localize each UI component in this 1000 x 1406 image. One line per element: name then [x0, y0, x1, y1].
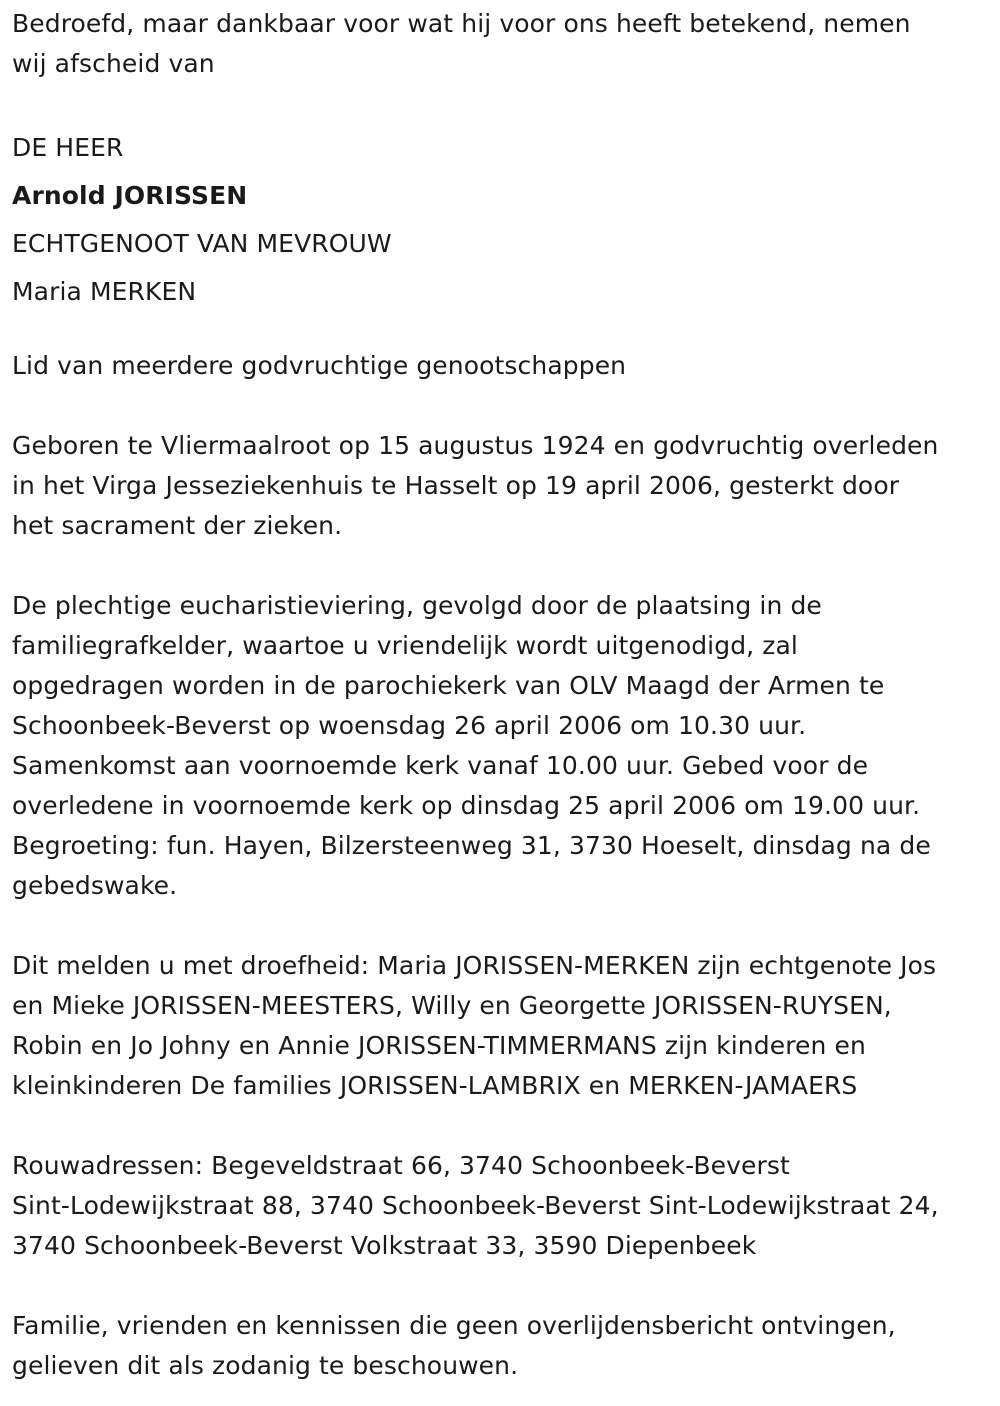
spouse-name: Maria MERKEN — [12, 277, 197, 306]
birth-death-paragraph — [12, 426, 992, 546]
deceased-name: Arnold JORISSEN — [12, 181, 248, 210]
intro-line: wij afscheid van — [12, 49, 215, 78]
paragraph-line: Dit melden u met droefheid: Maria JORISSEN-MERKEN zijn echtgenote Jos — [12, 951, 937, 980]
paragraph-line: De plechtige eucharistieviering, gevolgd door de plaatsing in de — [12, 591, 822, 620]
paragraph-line: en Mieke JORISSEN-MEESTERS, Willy en Georgette JORISSEN-RUYSEN, — [12, 991, 892, 1020]
deceased-title: DE HEER — [12, 133, 124, 162]
paragraph-line: Geboren te Vliermaalroot op 15 augustus 1924 en godvruchtig overleden — [12, 431, 939, 460]
intro-paragraph — [12, 4, 992, 84]
deceased-relation: ECHTGENOOT VAN MEVROUW — [12, 229, 392, 258]
ceremony-paragraph — [12, 586, 992, 906]
paragraph-line: Begroeting: fun. Hayen, Bilzersteenweg 31, 3730 Hoeselt, dinsdag na de — [12, 831, 931, 860]
paragraph-line: Rouwadressen: Begeveldstraat 66, 3740 Schoonbeek-Beverst — [12, 1151, 790, 1180]
deceased-heading — [12, 124, 992, 316]
closing-paragraph — [12, 1306, 992, 1386]
intro-line: Bedroefd, maar dankbaar voor wat hij voor ons heeft betekend, nemen — [12, 9, 911, 38]
membership-text: Lid van meerdere godvruchtige genootschappen — [12, 351, 627, 380]
paragraph-line: het sacrament der zieken. — [12, 511, 343, 540]
paragraph-line: familiegrafkelder, waartoe u vriendelijk wordt uitgenodigd, zal — [12, 631, 798, 660]
paragraph-line: overledene in voornoemde kerk op dinsdag 25 april 2006 om 19.00 uur. — [12, 791, 921, 820]
paragraph-line: in het Virga Jesseziekenhuis te Hasselt op 19 april 2006, gesterkt door — [12, 471, 900, 500]
paragraph-line: Robin en Jo Johny en Annie JORISSEN-TIMMERMANS zijn kinderen en — [12, 1031, 866, 1060]
paragraph-line: kleinkinderen De families JORISSEN-LAMBRIX en MERKEN-JAMAERS — [12, 1071, 858, 1100]
paragraph-line: gebedswake. — [12, 871, 178, 900]
paragraph-line: Samenkomst aan voornoemde kerk vanaf 10.00 uur. Gebed voor de — [12, 751, 869, 780]
membership-paragraph — [12, 346, 992, 386]
paragraph-line: opgedragen worden in de parochiekerk van OLV Maagd der Armen te — [12, 671, 885, 700]
paragraph-line: gelieven dit als zodanig te beschouwen. — [12, 1351, 519, 1380]
paragraph-line: Schoonbeek-Beverst op woensdag 26 april 2006 om 10.30 uur. — [12, 711, 807, 740]
announcement-paragraph — [12, 946, 992, 1106]
paragraph-line: Familie, vrienden en kennissen die geen overlijdensbericht ontvingen, — [12, 1311, 896, 1340]
paragraph-line: Sint-Lodewijkstraat 88, 3740 Schoonbeek-Beverst Sint-Lodewijkstraat 24, — [12, 1191, 939, 1220]
paragraph-line: 3740 Schoonbeek-Beverst Volkstraat 33, 3590 Diepenbeek — [12, 1231, 757, 1260]
addresses-paragraph — [12, 1146, 992, 1266]
obituary-document — [12, 4, 992, 1386]
